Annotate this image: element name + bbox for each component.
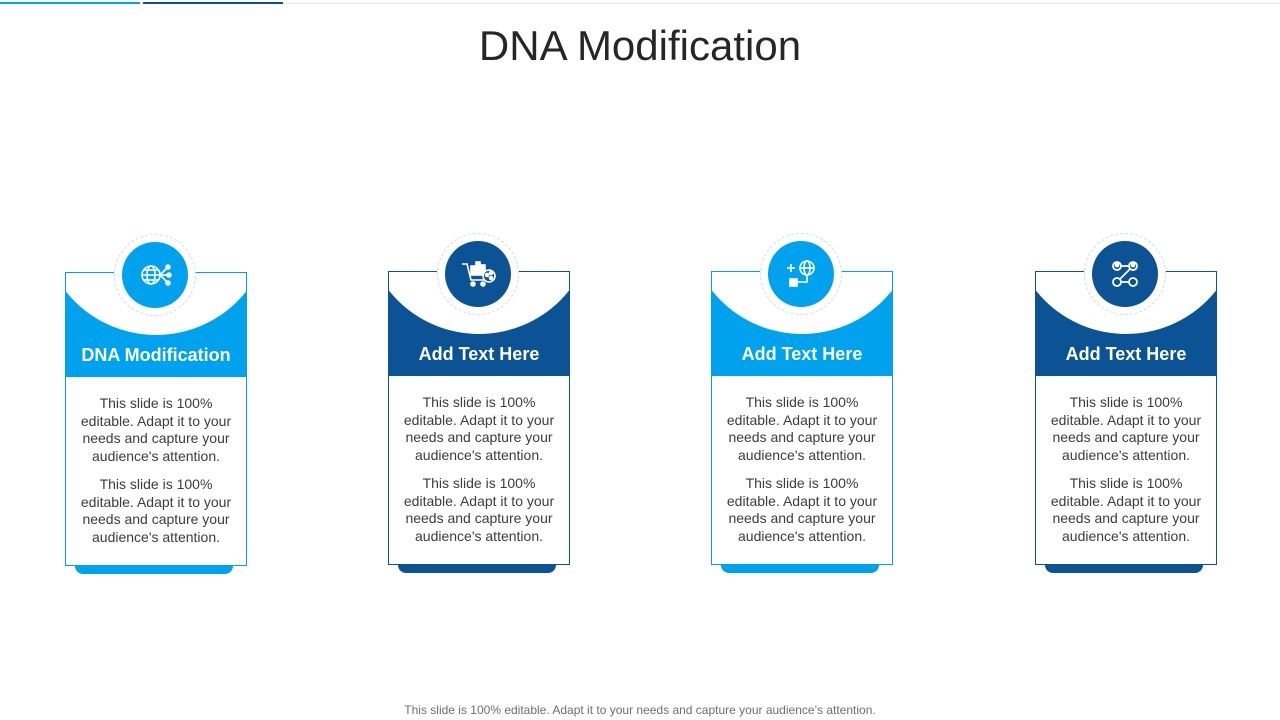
- card-heading: Add Text Here: [741, 344, 863, 364]
- card-heading: DNA Modification: [81, 345, 231, 365]
- card-body: [397, 394, 561, 556]
- card-footer-tab: [721, 564, 879, 573]
- card-body: [720, 394, 884, 556]
- card-heading: Add Text Here: [1065, 344, 1187, 364]
- top-accent-dark: [143, 2, 283, 4]
- card-paragraph: This slide is 100% editable. Adapt it to your needs and capture your audience's attention.: [403, 394, 555, 463]
- shopping-cart-icon: [458, 254, 498, 294]
- card-box: [65, 272, 247, 566]
- card-box: [388, 271, 570, 565]
- icon-badge: [1092, 241, 1158, 307]
- card-paragraph: This slide is 100% editable. Adapt it to your needs and capture your audience's attention.: [726, 394, 878, 463]
- card-body: [74, 395, 238, 557]
- card-paragraph: This slide is 100% editable. Adapt it to your needs and capture your audience's attention.: [80, 476, 232, 545]
- card-paragraph: This slide is 100% editable. Adapt it to your needs and capture your audience's attention.: [1050, 475, 1202, 544]
- card-paragraph: This slide is 100% editable. Adapt it to your needs and capture your audience's attention.: [403, 475, 555, 544]
- card-box: [711, 271, 893, 565]
- card-footer-tab: [75, 565, 233, 574]
- card-heading: Add Text Here: [418, 344, 540, 364]
- card-paragraph: This slide is 100% editable. Adapt it to your needs and capture your audience's attention.: [1050, 394, 1202, 463]
- icon-badge: [445, 241, 511, 307]
- icon-badge: [768, 241, 834, 307]
- card-footer-tab: [398, 564, 556, 573]
- card-footer-tab: [1045, 564, 1203, 573]
- icon-badge: [122, 242, 188, 308]
- card-body: [1044, 394, 1208, 556]
- card-paragraph: This slide is 100% editable. Adapt it to your needs and capture your audience's attention.: [726, 475, 878, 544]
- top-accent-light: [0, 2, 140, 4]
- network-connections-icon: [1105, 254, 1145, 294]
- card-paragraph: This slide is 100% editable. Adapt it to your needs and capture your audience's attention.: [80, 395, 232, 464]
- globe-network-icon: [135, 255, 175, 295]
- global-logistics-icon: [781, 254, 821, 294]
- footer-note: This slide is 100% editable. Adapt it to your needs and capture your audience’s attention.: [404, 703, 876, 717]
- card-box: [1035, 271, 1217, 565]
- page-title: DNA Modification: [478, 22, 802, 69]
